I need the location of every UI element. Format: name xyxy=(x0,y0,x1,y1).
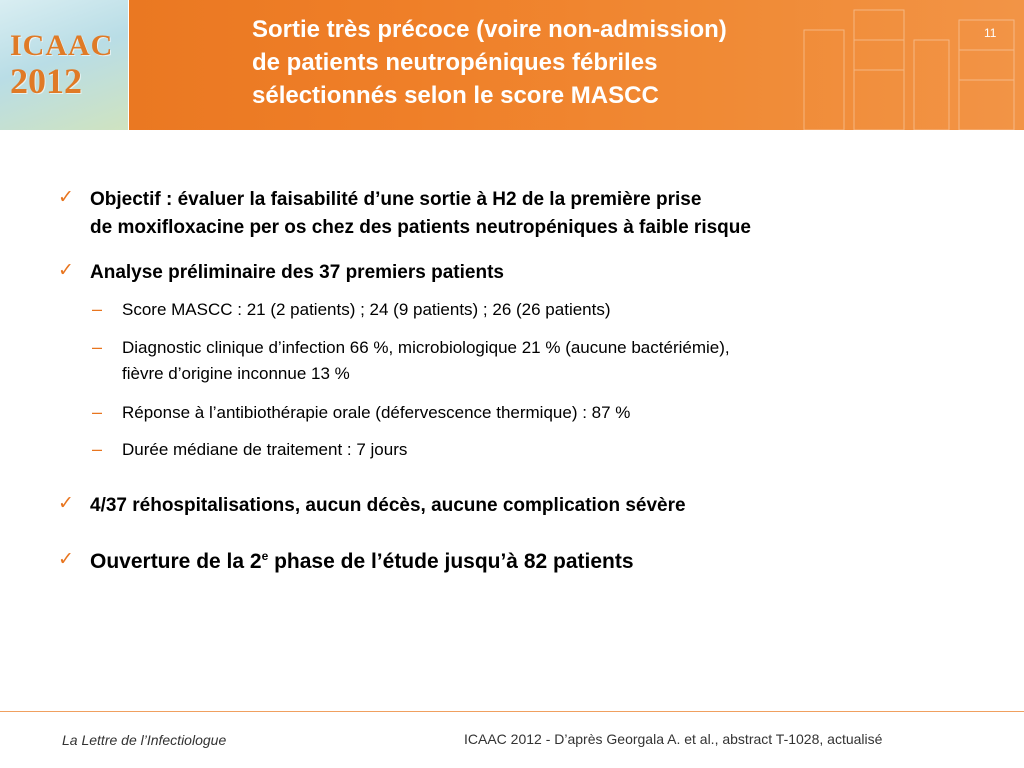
footer-divider xyxy=(0,711,1024,712)
bullet-line: Analyse préliminaire des 37 premiers patients xyxy=(90,262,504,283)
footer-citation: ICAAC 2012 - D’après Georgala A. et al., abstract T-1028, actualisé xyxy=(464,731,883,747)
bullet-outcomes xyxy=(90,492,686,520)
sub-item-line: fièvre d’origine inconnue 13 % xyxy=(122,364,350,383)
bullet-phase-two xyxy=(90,548,634,576)
logo-name: ICAAC xyxy=(10,29,114,62)
title-line-1: Sortie très précoce (voire non-admission) xyxy=(252,16,727,43)
title-line-3: sélectionnés selon le score MASCC xyxy=(252,82,659,109)
dash-icon: – xyxy=(92,337,103,357)
sub-item-line: Durée médiane de traitement : 7 jours xyxy=(122,440,408,459)
logo-year: 2012 xyxy=(10,61,82,101)
page-number: 11 xyxy=(984,26,997,40)
sub-item-response xyxy=(122,400,630,426)
check-icon: ✓ xyxy=(58,492,74,514)
sub-item-line: Réponse à l’antibiothérapie orale (défervescence thermique) : 87 % xyxy=(122,403,631,422)
bullet-text-part: Ouverture de la 2 xyxy=(90,550,262,573)
bullet-line: de moxifloxacine per os chez des patients neutropéniques à faible risque xyxy=(90,217,751,238)
dash-icon: – xyxy=(92,402,103,422)
bullet-analysis xyxy=(90,259,504,287)
bullet-objective xyxy=(90,186,751,242)
check-icon: ✓ xyxy=(58,548,74,570)
superscript: e xyxy=(261,549,269,563)
sub-item-mascc xyxy=(122,297,611,323)
check-icon: ✓ xyxy=(58,259,74,281)
bullet-line: Objectif : évaluer la faisabilité d’une sortie à H2 de la première prise xyxy=(90,189,702,210)
dash-icon: – xyxy=(92,439,103,459)
check-icon: ✓ xyxy=(58,186,74,208)
sub-item-line: Score MASCC : 21 (2 patients) ; 24 (9 patients) ; 26 (26 patients) xyxy=(122,300,611,319)
bullet-line: 4/37 réhospitalisations, aucun décès, aucune complication sévère xyxy=(90,495,686,516)
bullet-text-part: phase de l’étude jusqu’à 82 patients xyxy=(268,550,634,573)
sub-item-duration xyxy=(122,437,407,463)
dash-icon: – xyxy=(92,299,103,319)
footer-journal: La Lettre de l’Infectiologue xyxy=(62,732,227,748)
sub-item-diagnostic xyxy=(122,335,730,387)
title-line-2: de patients neutropéniques fébriles xyxy=(252,49,658,76)
sub-item-line: Diagnostic clinique d’infection 66 %, microbiologique 21 % (aucune bactériémie), xyxy=(122,338,730,357)
